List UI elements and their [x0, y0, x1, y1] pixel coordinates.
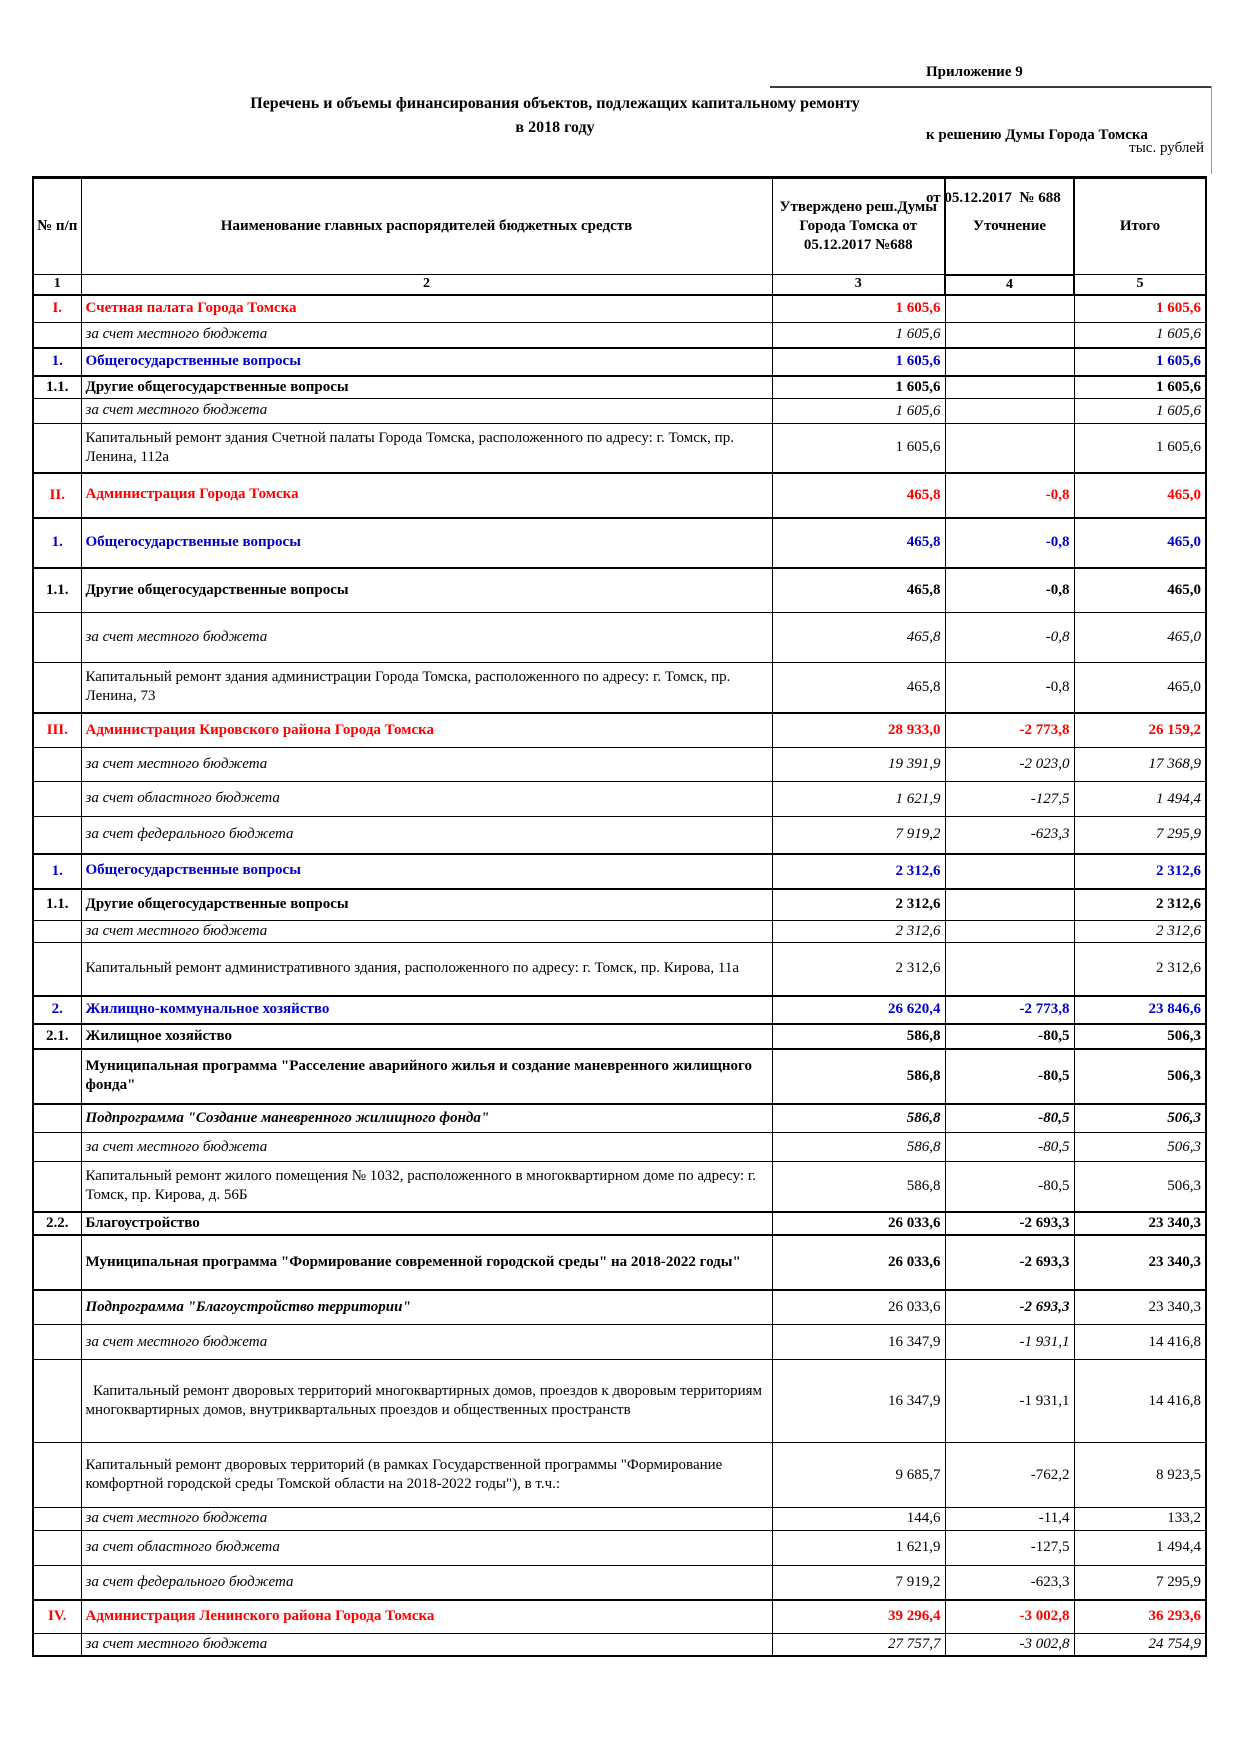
- units-label: тыс. рублей: [1129, 140, 1204, 156]
- value-cell-total: 506,3: [1074, 1104, 1206, 1133]
- value-cell-total: 1 605,6: [1074, 376, 1206, 399]
- row-number-cell: 1.: [33, 518, 81, 568]
- column-index-2: 2: [81, 275, 772, 295]
- row-number-cell: 1.: [33, 854, 81, 889]
- table-row: [33, 424, 1206, 473]
- value-cell-approved: 1 605,6: [772, 424, 945, 473]
- row-label-cell: за счет областного бюджета: [81, 782, 772, 817]
- value-cell-total: 17 368,9: [1074, 748, 1206, 782]
- row-number-cell: [33, 1443, 81, 1508]
- row-number-cell: [33, 817, 81, 854]
- appendix-line-3: от 05.12.2017 № 688: [926, 190, 1061, 206]
- row-number-cell: [33, 1325, 81, 1360]
- value-cell-adjustment: [945, 376, 1074, 399]
- row-number-cell: [33, 323, 81, 348]
- row-number-cell: [33, 613, 81, 663]
- row-label-cell: Капитальный ремонт здания Счетной палаты Города Томска, расположенного по адресу: г. Томск, пр. Ленина, 112а: [81, 424, 772, 473]
- value-cell-approved: 465,8: [772, 663, 945, 713]
- row-label-cell: Другие общегосударственные вопросы: [81, 376, 772, 399]
- value-cell-adjustment: -2 773,8: [945, 713, 1074, 748]
- value-cell-total: 465,0: [1074, 663, 1206, 713]
- row-number-cell: [33, 748, 81, 782]
- financing-table: [32, 176, 1207, 1657]
- value-cell-adjustment: -11,4: [945, 1508, 1074, 1530]
- value-cell-adjustment: [945, 399, 1074, 424]
- value-cell-total: 26 159,2: [1074, 713, 1206, 748]
- table-row: [33, 1104, 1206, 1133]
- row-number-cell: [33, 1235, 81, 1290]
- value-cell-total: 506,3: [1074, 1162, 1206, 1212]
- row-label-cell: Благоустройство: [81, 1212, 772, 1235]
- row-label-cell: за счет федерального бюджета: [81, 817, 772, 854]
- row-number-cell: 2.2.: [33, 1212, 81, 1235]
- column-header-total: Итого: [1074, 178, 1206, 275]
- table-row: [33, 713, 1206, 748]
- table-row: [33, 921, 1206, 943]
- row-label-cell: Администрация Города Томска: [81, 473, 772, 518]
- row-number-cell: 1.: [33, 348, 81, 376]
- appendix-line-2: к решению Думы Города Томска: [926, 127, 1148, 143]
- value-cell-approved: 1 621,9: [772, 782, 945, 817]
- value-cell-approved: 26 033,6: [772, 1212, 945, 1235]
- value-cell-adjustment: -2 693,3: [945, 1235, 1074, 1290]
- row-number-cell: 2.1.: [33, 1024, 81, 1049]
- value-cell-adjustment: -80,5: [945, 1162, 1074, 1212]
- table-row: [33, 376, 1206, 399]
- row-label-cell: за счет местного бюджета: [81, 1133, 772, 1162]
- row-label-cell: Счетная палата Города Томска: [81, 295, 772, 323]
- column-index-1: 1: [33, 275, 81, 295]
- value-cell-adjustment: -623,3: [945, 1565, 1074, 1600]
- value-cell-approved: 27 757,7: [772, 1633, 945, 1656]
- column-index-row: [33, 275, 1206, 295]
- table-body: [33, 295, 1206, 1656]
- table-row: [33, 1443, 1206, 1508]
- appendix-line-1: Приложение 9: [926, 64, 1023, 80]
- value-cell-adjustment: [945, 889, 1074, 921]
- value-cell-total: 1 494,4: [1074, 782, 1206, 817]
- value-cell-approved: 16 347,9: [772, 1325, 945, 1360]
- row-label-cell: Администрация Кировского района Города Томска: [81, 713, 772, 748]
- value-cell-adjustment: -762,2: [945, 1443, 1074, 1508]
- table-row: [33, 1049, 1206, 1104]
- value-cell-total: 23 340,3: [1074, 1212, 1206, 1235]
- value-cell-total: 2 312,6: [1074, 854, 1206, 889]
- table-row: [33, 1360, 1206, 1443]
- row-number-cell: [33, 663, 81, 713]
- value-cell-total: 23 846,6: [1074, 996, 1206, 1024]
- value-cell-approved: 9 685,7: [772, 1443, 945, 1508]
- value-cell-adjustment: -2 773,8: [945, 996, 1074, 1024]
- value-cell-adjustment: -2 693,3: [945, 1290, 1074, 1325]
- value-cell-approved: 2 312,6: [772, 889, 945, 921]
- table-row: [33, 663, 1206, 713]
- row-label-cell: Капитальный ремонт дворовых территорий (в рамках Государственной программы "Формирование комфортной городской среды Томской области на 2018-2022 годы"), в т.ч.:: [81, 1443, 772, 1508]
- column-header-num: № п/п: [33, 178, 81, 275]
- value-cell-adjustment: -0,8: [945, 518, 1074, 568]
- value-cell-approved: 586,8: [772, 1133, 945, 1162]
- value-cell-approved: 465,8: [772, 613, 945, 663]
- column-index-3: 3: [772, 275, 945, 295]
- row-label-cell: Муниципальная программа "Расселение аварийного жилья и создание маневренного жилищного фонда": [81, 1049, 772, 1104]
- value-cell-approved: 19 391,9: [772, 748, 945, 782]
- value-cell-adjustment: -0,8: [945, 663, 1074, 713]
- table-row: [33, 568, 1206, 613]
- row-label-cell: Подпрограмма "Благоустройство территории": [81, 1290, 772, 1325]
- value-cell-total: 14 416,8: [1074, 1360, 1206, 1443]
- value-cell-adjustment: -1 931,1: [945, 1360, 1074, 1443]
- table-row: [33, 889, 1206, 921]
- row-label-cell: за счет местного бюджета: [81, 1508, 772, 1530]
- value-cell-adjustment: -80,5: [945, 1104, 1074, 1133]
- value-cell-approved: 586,8: [772, 1049, 945, 1104]
- value-cell-adjustment: [945, 921, 1074, 943]
- table-row: [33, 943, 1206, 996]
- value-cell-total: 23 340,3: [1074, 1290, 1206, 1325]
- row-label-cell: за счет федерального бюджета: [81, 1565, 772, 1600]
- value-cell-adjustment: -80,5: [945, 1049, 1074, 1104]
- page-title-line-1: Перечень и объемы финансирования объектов, подлежащих капитальному ремонту: [250, 95, 860, 112]
- value-cell-total: 506,3: [1074, 1049, 1206, 1104]
- value-cell-adjustment: [945, 424, 1074, 473]
- value-cell-total: 23 340,3: [1074, 1235, 1206, 1290]
- value-cell-approved: 39 296,4: [772, 1600, 945, 1633]
- value-cell-total: 2 312,6: [1074, 889, 1206, 921]
- value-cell-approved: 2 312,6: [772, 943, 945, 996]
- row-number-cell: [33, 1290, 81, 1325]
- table-row: [33, 323, 1206, 348]
- value-cell-approved: 1 605,6: [772, 376, 945, 399]
- table-row: [33, 1162, 1206, 1212]
- row-label-cell: за счет областного бюджета: [81, 1530, 772, 1565]
- row-label-cell: Общегосударственные вопросы: [81, 518, 772, 568]
- column-index-5: 5: [1074, 275, 1206, 295]
- value-cell-total: 1 605,6: [1074, 295, 1206, 323]
- row-number-cell: [33, 1360, 81, 1443]
- table-header-row: [33, 178, 1206, 275]
- value-cell-approved: 16 347,9: [772, 1360, 945, 1443]
- value-cell-total: 1 605,6: [1074, 348, 1206, 376]
- row-number-cell: [33, 782, 81, 817]
- table-row: [33, 1325, 1206, 1360]
- value-cell-total: 1 494,4: [1074, 1530, 1206, 1565]
- page-title-line-2: в 2018 году: [515, 119, 595, 136]
- table-row: [33, 473, 1206, 518]
- row-number-cell: [33, 1633, 81, 1656]
- table-row: [33, 518, 1206, 568]
- row-number-cell: [33, 424, 81, 473]
- value-cell-adjustment: -127,5: [945, 1530, 1074, 1565]
- row-number-cell: [33, 1508, 81, 1530]
- value-cell-adjustment: -80,5: [945, 1133, 1074, 1162]
- table-row: [33, 1600, 1206, 1633]
- value-cell-total: 465,0: [1074, 473, 1206, 518]
- value-cell-adjustment: [945, 295, 1074, 323]
- value-cell-total: 1 605,6: [1074, 323, 1206, 348]
- row-label-cell: за счет местного бюджета: [81, 613, 772, 663]
- row-number-cell: [33, 1162, 81, 1212]
- table-row: [33, 1565, 1206, 1600]
- row-number-cell: [33, 1530, 81, 1565]
- table-row: [33, 996, 1206, 1024]
- value-cell-approved: 7 919,2: [772, 817, 945, 854]
- table-row: [33, 1633, 1206, 1656]
- column-index-4: 4: [945, 275, 1074, 295]
- value-cell-adjustment: -127,5: [945, 782, 1074, 817]
- value-cell-adjustment: -0,8: [945, 568, 1074, 613]
- table-row: [33, 1212, 1206, 1235]
- row-label-cell: Капитальный ремонт административного здания, расположенного по адресу: г. Томск, пр. Кирова, 11а: [81, 943, 772, 996]
- value-cell-approved: 586,8: [772, 1162, 945, 1212]
- row-number-cell: 1.1.: [33, 376, 81, 399]
- value-cell-approved: 26 033,6: [772, 1290, 945, 1325]
- value-cell-total: 2 312,6: [1074, 943, 1206, 996]
- value-cell-total: 506,3: [1074, 1024, 1206, 1049]
- value-cell-adjustment: -623,3: [945, 817, 1074, 854]
- horizontal-separator-line: [770, 86, 1212, 88]
- row-label-cell: за счет местного бюджета: [81, 323, 772, 348]
- value-cell-approved: 586,8: [772, 1104, 945, 1133]
- table-row: [33, 348, 1206, 376]
- value-cell-total: 14 416,8: [1074, 1325, 1206, 1360]
- row-number-cell: I.: [33, 295, 81, 323]
- row-number-cell: 1.1.: [33, 889, 81, 921]
- row-label-cell: Другие общегосударственные вопросы: [81, 889, 772, 921]
- row-number-cell: II.: [33, 473, 81, 518]
- vertical-separator-line: [1211, 86, 1212, 174]
- value-cell-adjustment: -0,8: [945, 473, 1074, 518]
- value-cell-approved: 26 620,4: [772, 996, 945, 1024]
- value-cell-adjustment: -3 002,8: [945, 1633, 1074, 1656]
- value-cell-approved: 1 605,6: [772, 323, 945, 348]
- value-cell-adjustment: [945, 348, 1074, 376]
- value-cell-total: 133,2: [1074, 1508, 1206, 1530]
- table-row: [33, 817, 1206, 854]
- value-cell-total: 506,3: [1074, 1133, 1206, 1162]
- value-cell-total: 24 754,9: [1074, 1633, 1206, 1656]
- value-cell-approved: 465,8: [772, 473, 945, 518]
- table-row: [33, 748, 1206, 782]
- row-label-cell: за счет местного бюджета: [81, 399, 772, 424]
- table-row: [33, 854, 1206, 889]
- value-cell-total: 7 295,9: [1074, 817, 1206, 854]
- row-label-cell: Жилищное хозяйство: [81, 1024, 772, 1049]
- value-cell-adjustment: [945, 323, 1074, 348]
- value-cell-total: 36 293,6: [1074, 1600, 1206, 1633]
- row-label-cell: за счет местного бюджета: [81, 748, 772, 782]
- value-cell-total: 465,0: [1074, 568, 1206, 613]
- row-label-cell: за счет местного бюджета: [81, 1325, 772, 1360]
- value-cell-approved: 1 605,6: [772, 348, 945, 376]
- value-cell-total: 7 295,9: [1074, 1565, 1206, 1600]
- page-title: [32, 92, 1078, 140]
- row-label-cell: Другие общегосударственные вопросы: [81, 568, 772, 613]
- value-cell-total: 465,0: [1074, 613, 1206, 663]
- row-label-cell: Общегосударственные вопросы: [81, 854, 772, 889]
- table-row: [33, 1024, 1206, 1049]
- row-label-cell: Капитальный ремонт здания администрации Города Томска, расположенного по адресу: г. Томск, пр. Ленина, 73: [81, 663, 772, 713]
- value-cell-approved: 144,6: [772, 1508, 945, 1530]
- value-cell-adjustment: -0,8: [945, 613, 1074, 663]
- row-label-cell: Муниципальная программа "Формирование современной городской среды" на 2018-2022 годы": [81, 1235, 772, 1290]
- table-row: [33, 782, 1206, 817]
- value-cell-approved: 26 033,6: [772, 1235, 945, 1290]
- value-cell-adjustment: -2 023,0: [945, 748, 1074, 782]
- row-label-cell: Капитальный ремонт дворовых территорий многоквартирных домов, проездов к дворовым территориям многоквартирных домов, внутриквартальных проездов и общественных пространств: [81, 1360, 772, 1443]
- table-row: [33, 1508, 1206, 1530]
- column-header-approved: Утверждено реш.Думы Города Томска от 05.12.2017 №688: [772, 178, 945, 275]
- row-number-cell: [33, 1104, 81, 1133]
- table-row: [33, 1235, 1206, 1290]
- row-label-cell: за счет местного бюджета: [81, 921, 772, 943]
- value-cell-approved: 465,8: [772, 518, 945, 568]
- row-number-cell: [33, 1565, 81, 1600]
- row-label-cell: Жилищно-коммунальное хозяйство: [81, 996, 772, 1024]
- row-label-cell: Подпрограмма "Создание маневренного жилищного фонда": [81, 1104, 772, 1133]
- column-header-adjustment: Уточнение: [945, 178, 1074, 275]
- value-cell-adjustment: -80,5: [945, 1024, 1074, 1049]
- value-cell-adjustment: -1 931,1: [945, 1325, 1074, 1360]
- value-cell-total: 465,0: [1074, 518, 1206, 568]
- row-number-cell: 1.1.: [33, 568, 81, 613]
- value-cell-approved: 7 919,2: [772, 1565, 945, 1600]
- value-cell-adjustment: [945, 854, 1074, 889]
- table-row: [33, 613, 1206, 663]
- table-row: [33, 295, 1206, 323]
- value-cell-adjustment: [945, 943, 1074, 996]
- value-cell-adjustment: -2 693,3: [945, 1212, 1074, 1235]
- value-cell-approved: 28 933,0: [772, 713, 945, 748]
- row-number-cell: III.: [33, 713, 81, 748]
- value-cell-total: 1 605,6: [1074, 424, 1206, 473]
- row-number-cell: 2.: [33, 996, 81, 1024]
- value-cell-approved: 2 312,6: [772, 854, 945, 889]
- value-cell-approved: 465,8: [772, 568, 945, 613]
- table-row: [33, 1133, 1206, 1162]
- table-row: [33, 1530, 1206, 1565]
- row-label-cell: за счет местного бюджета: [81, 1633, 772, 1656]
- value-cell-approved: 1 605,6: [772, 295, 945, 323]
- table-row: [33, 399, 1206, 424]
- table-row: [33, 1290, 1206, 1325]
- row-label-cell: Администрация Ленинского района Города Томска: [81, 1600, 772, 1633]
- value-cell-approved: 1 621,9: [772, 1530, 945, 1565]
- row-number-cell: [33, 943, 81, 996]
- value-cell-total: 1 605,6: [1074, 399, 1206, 424]
- row-label-cell: Общегосударственные вопросы: [81, 348, 772, 376]
- value-cell-adjustment: -3 002,8: [945, 1600, 1074, 1633]
- column-header-name: Наименование главных распорядителей бюджетных средств: [81, 178, 772, 275]
- row-number-cell: [33, 1133, 81, 1162]
- row-label-cell: Капитальный ремонт жилого помещения № 1032, расположенного в многоквартирном доме по адресу: г. Томск, пр. Кирова, д. 56Б: [81, 1162, 772, 1212]
- value-cell-total: 8 923,5: [1074, 1443, 1206, 1508]
- row-number-cell: IV.: [33, 1600, 81, 1633]
- value-cell-approved: 586,8: [772, 1024, 945, 1049]
- value-cell-approved: 2 312,6: [772, 921, 945, 943]
- value-cell-total: 2 312,6: [1074, 921, 1206, 943]
- row-number-cell: [33, 921, 81, 943]
- row-number-cell: [33, 1049, 81, 1104]
- row-number-cell: [33, 399, 81, 424]
- value-cell-approved: 1 605,6: [772, 399, 945, 424]
